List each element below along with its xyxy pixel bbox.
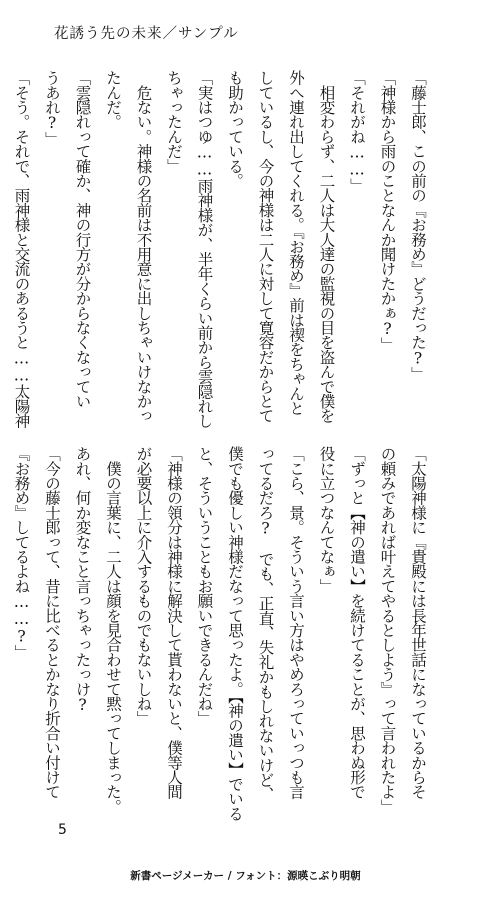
text-line: 「雲隠れって確か、神の行方が分からなくなってい: [73, 70, 92, 409]
text-line: うあれ?」: [43, 70, 61, 147]
text-line: 「そう。それで、雨神様と交流のあるうと……太陽神: [12, 70, 31, 428]
text-block-upper: [12, 70, 433, 428]
page-header-title: 花誘う先の未来／サンプル: [54, 26, 239, 42]
text-block-lower: [12, 446, 433, 821]
text-line: [0, 70, 6, 415]
text-line: 外へ連れ出してくれる。『お務め』前は禊をちゃんと: [287, 70, 305, 416]
text-line: 危ない。神様の名前は不用意に出しちゃいけなかっ: [134, 70, 153, 423]
text-line: 僕でも優しい神様だなって思ったよ。【神の遣い】でいる: [226, 446, 244, 821]
text-line: 「神様から雨のことなんか聞けたかぁ?」: [378, 70, 397, 352]
text-line: [0, 446, 6, 791]
text-line: たんだ。: [104, 70, 122, 129]
text-line: も助かっている。: [226, 70, 244, 188]
text-line: と、そういうこともお願いできるんだね」: [195, 446, 214, 726]
text-line: が必要以上に介入するものでもないしね」: [134, 446, 153, 726]
text-line: 「実はつゆ……雨神様が、半年くらい前から雲隠れし: [195, 70, 214, 428]
text-line: 「ずっと【神の遣い】を続けてることが、思わぬ形で: [348, 446, 366, 799]
text-line: 「太陽神様に『貴殿には長年世話になっているからそ: [409, 446, 427, 799]
text-line: 『お務め』してるよね……?」: [12, 446, 31, 660]
text-line: 「こら、景。そういう言い方はやめろっていっつも言: [287, 446, 305, 799]
text-line: あれ、何か変なこと言っちゃったっけ?: [73, 446, 92, 714]
text-line: しているし、今の神様は二人に対して寛容だからとて: [256, 70, 275, 423]
page-number: 5: [58, 822, 67, 838]
text-line: 「神様の領分は神様に解決して貰わないと、僕等人間: [165, 446, 183, 799]
text-line: 「今の藤士郎って、昔に比べるとかなり折合い付けて: [43, 446, 61, 799]
text-line: ってるだろ? でも、正直、失礼かもしれないけど、: [256, 446, 275, 802]
text-line: 役に立つなんてなぁ」: [317, 446, 336, 594]
text-line: 僕の言葉に、二人は顔を見合わせて黙ってしまった。: [104, 446, 122, 814]
text-line: 「藤士郎、この前の『お務め』どうだった?」: [409, 70, 427, 382]
text-line: ちゃったんだ」: [165, 70, 183, 173]
text-line: 相変わらず、二人は大人達の監視の目を盗んで僕を: [317, 70, 336, 423]
text-line: 「それがね……」: [348, 70, 366, 193]
footer-credit: 新書ページメーカー / フォント：源暎こぶり明朝: [130, 870, 361, 882]
text-line: の頼みであれば叶えてやるとしよう』って言われたよ」: [378, 446, 397, 814]
